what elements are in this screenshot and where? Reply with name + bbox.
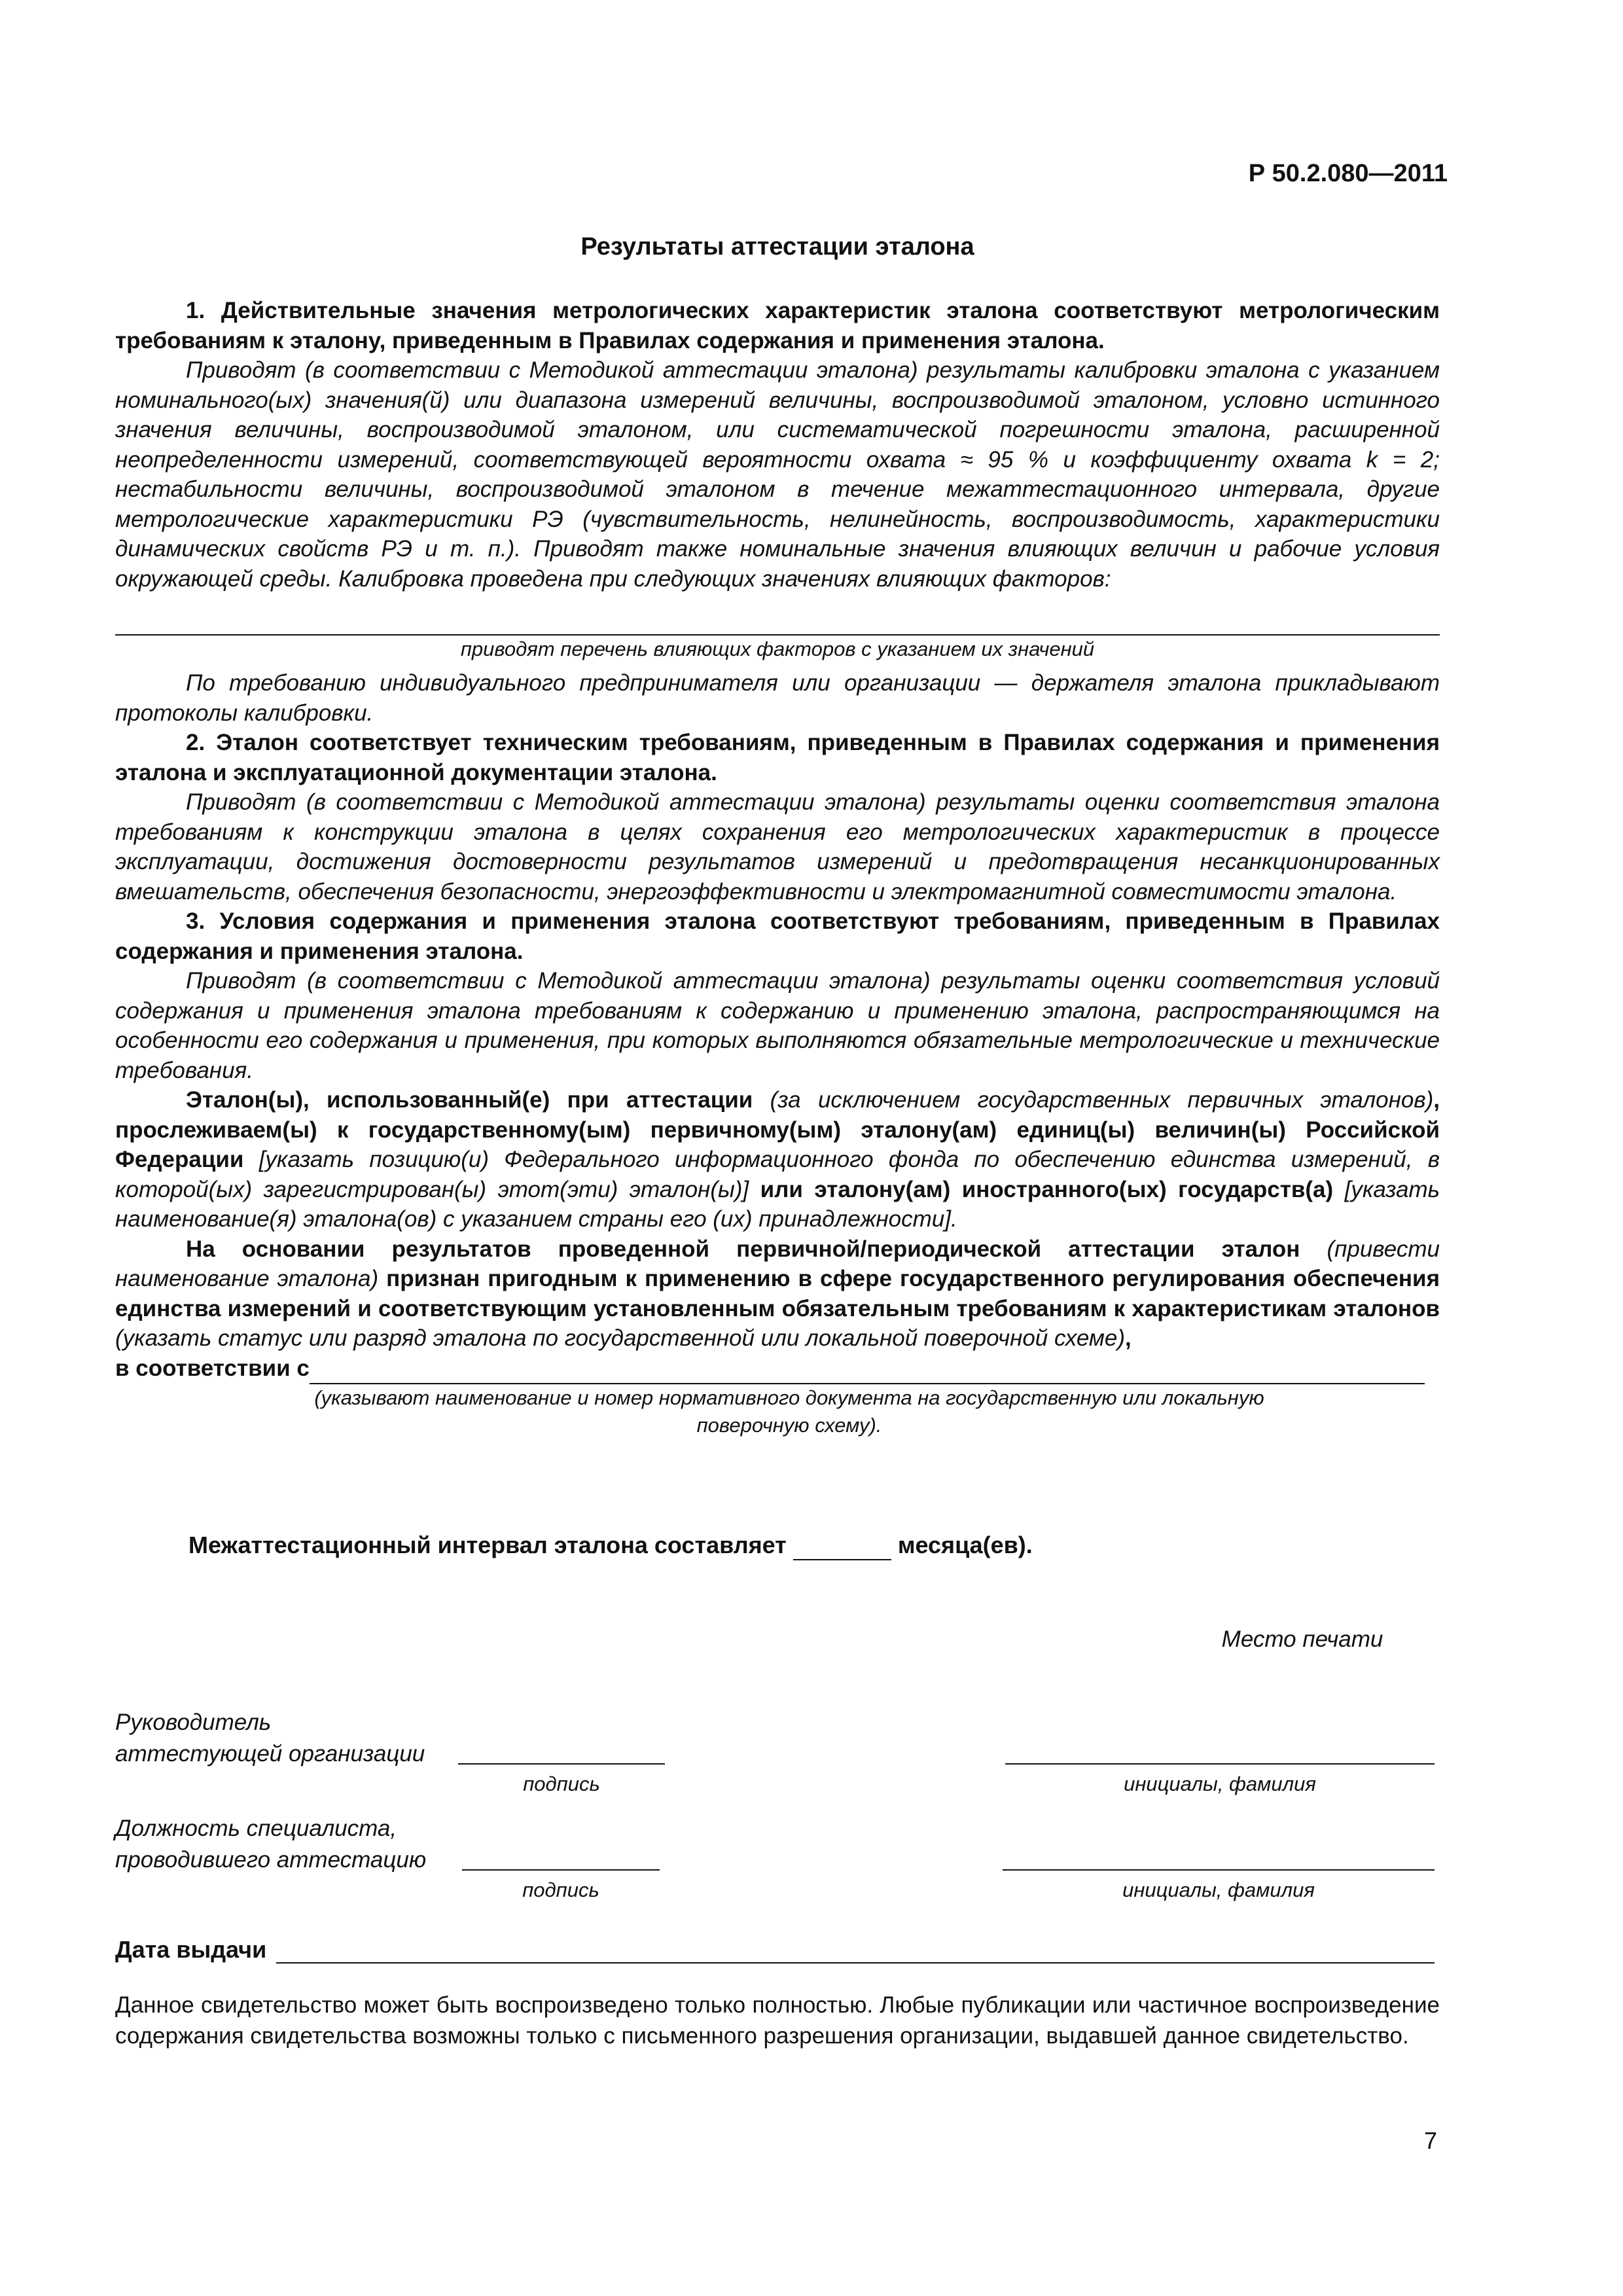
section-3-heading: 3. Условия содержания и применения эталона соответствуют требованиям, приведенным в Правилах содержания и применения эталона. [115, 908, 1440, 964]
stamp-place: Место печати [1221, 1626, 1383, 1652]
specialist-name-line [1003, 1869, 1435, 1871]
section-3-text: Приводят (в соответствии с Методикой аттестации эталона) результаты оценки соответствия условий содержания и применения эталона требованиям к содержанию и применению эталона, распространяющимся на особенности его содержания и применения, при которых выполняются обязательные метрологические и технические требования. [115, 968, 1440, 1083]
head-name-caption: инициалы, фамилия [1124, 1772, 1316, 1795]
accordance-line [115, 1354, 1440, 1385]
traceability-bold-3: или эталону(ам) иностранного(ых) государств(а) [749, 1176, 1334, 1202]
accordance-fill-line [310, 1354, 1425, 1385]
interval-fill-line [793, 1532, 891, 1560]
specialist-signature-line [462, 1869, 660, 1871]
head-sign-caption: подпись [523, 1772, 600, 1795]
accordance-label: в соответствии с [115, 1355, 310, 1381]
head-role-line2: аттестующей организации [115, 1741, 425, 1767]
section-2-text: Приводят (в соответствии с Методикой аттестации эталона) результаты оценки соответствия эталона требованиям к конструкции эталона в целях сохранения его метрологических характеристик в процессе эксплуатации, достижения достоверности результатов измерений и предотвращения несанкционированных вмешательств, обеспечения безопасности, энергоэффективности и электромагнитной совместимости эталона. [115, 789, 1440, 905]
document-body [115, 296, 1440, 1439]
interval-prefix: Межаттестационный интервал эталона составляет [188, 1532, 787, 1558]
section-1-heading: 1. Действительные значения метрологических характеристик эталона соответствуют метрологическим требованиям к эталону, приведенным в Правилах содержания и применения эталона. [115, 298, 1440, 353]
issue-date-label: Дата выдачи [115, 1936, 267, 1963]
specialist-role-line2: проводившего аттестацию [115, 1847, 427, 1873]
conclusion-italic-2: (указать статус или разряд эталона по государственной или локальной поверочной схеме) [115, 1325, 1126, 1351]
factors-caption: приводят перечень влияющих факторов с указанием их значений [460, 637, 1095, 660]
issue-date-row [115, 1936, 1440, 1964]
factors-fill-line [115, 594, 1440, 636]
signature-block-specialist [115, 1813, 1440, 1901]
signature-block-head [115, 1707, 1440, 1795]
interval-suffix: месяца(ев). [897, 1532, 1033, 1558]
document-code: Р 50.2.080—2011 [1248, 160, 1448, 187]
conclusion-paragraph [115, 1234, 1440, 1354]
page-number: 7 [1423, 2127, 1437, 2154]
copyright-notice: Данное свидетельство может быть воспроизведено только полностью. Любые публикации или частичное воспроизведение содержания свидетельства возможны только с письменного разрешения организации, выдавшей данное свидетельство. [115, 1992, 1440, 2049]
accordance-caption-2: поверочную схему). [696, 1414, 882, 1437]
traceability-italic-2: [указать позицию(и) Федерального информационного фонда по обеспечению единства измерений, в которой(ых) зарегистрирован(ы) этот(эти) эталон(ы)] [115, 1147, 1440, 1202]
section-1-text: Приводят (в соответствии с Методикой аттестации эталона) результаты калибровки эталона с указанием номинального(ых) значения(й) или диапазона измерений величины, воспроизводимой эталоном, условно истинного значения величины, воспроизводимой эталоном, или систематической погрешности эталона, расширенной неопределенности измерений, соответствующей вероятности охвата ≈ 95 % и коэффициенту охвата k = 2; нестабильности величины, воспроизводимой эталоном в течение межаттестационного интервала, другие метрологические характеристики РЭ (чувствительность, нелинейность, воспроизводимость, характеристики динамических свойств РЭ и т. п.). Приводят также номинальные значения влияющих величин и рабочие условия окружающей среды. Калибровка проведена при следующих значениях влияющих факторов: [115, 357, 1440, 592]
conclusion-bold-3: , [1125, 1325, 1132, 1351]
traceability-paragraph [115, 1085, 1440, 1234]
head-name-line [1005, 1763, 1435, 1765]
interval-line [188, 1532, 1033, 1560]
specialist-sign-caption: подпись [522, 1878, 599, 1901]
specialist-name-caption: инициалы, фамилия [1122, 1878, 1315, 1901]
conclusion-bold-1: На основании результатов проведенной первичной/периодической аттестации эталон [186, 1236, 1300, 1262]
accordance-caption-1: (указывают наименование и номер нормативного документа на государственную или локальную [314, 1386, 1264, 1409]
traceability-bold-1: Эталон(ы), использованный(е) при аттестации [186, 1087, 753, 1113]
traceability-italic-3: [указать наименование(я) эталона(ов) с указанием страны его (их) принадлежности]. [115, 1176, 1440, 1232]
page-title: Результаты аттестации эталона [580, 233, 974, 260]
traceability-bold-2: , прослеживаем(ы) к государственному(ым) первичному(ым) эталону(ам) единиц(ы) величин(ы) Российской Федерации [115, 1087, 1440, 1172]
conclusion-italic-1: (привести наименование эталона) [115, 1236, 1440, 1291]
section-2-heading: 2. Эталон соответствует техническим требованиям, приведенным в Правилах содержания и применения эталона и эксплуатационной документации эталона. [115, 730, 1440, 785]
specialist-role-line1: Должность специалиста, [115, 1816, 397, 1841]
conclusion-bold-2: признан пригодным к применению в сфере государственного регулирования обеспечения единства измерений и соответствующим установленным обязательным требованиям к характеристикам эталонов [115, 1266, 1440, 1321]
protocols-text: По требованию индивидуального предпринимателя или организации — держателя эталона прикладывают протоколы калибровки. [115, 670, 1440, 726]
traceability-italic-1: (за исключением государственных первичных эталонов) [753, 1087, 1434, 1113]
issue-date-fill-line [276, 1962, 1435, 1964]
head-signature-line [458, 1763, 665, 1765]
head-role-line1: Руководитель [115, 1710, 272, 1735]
